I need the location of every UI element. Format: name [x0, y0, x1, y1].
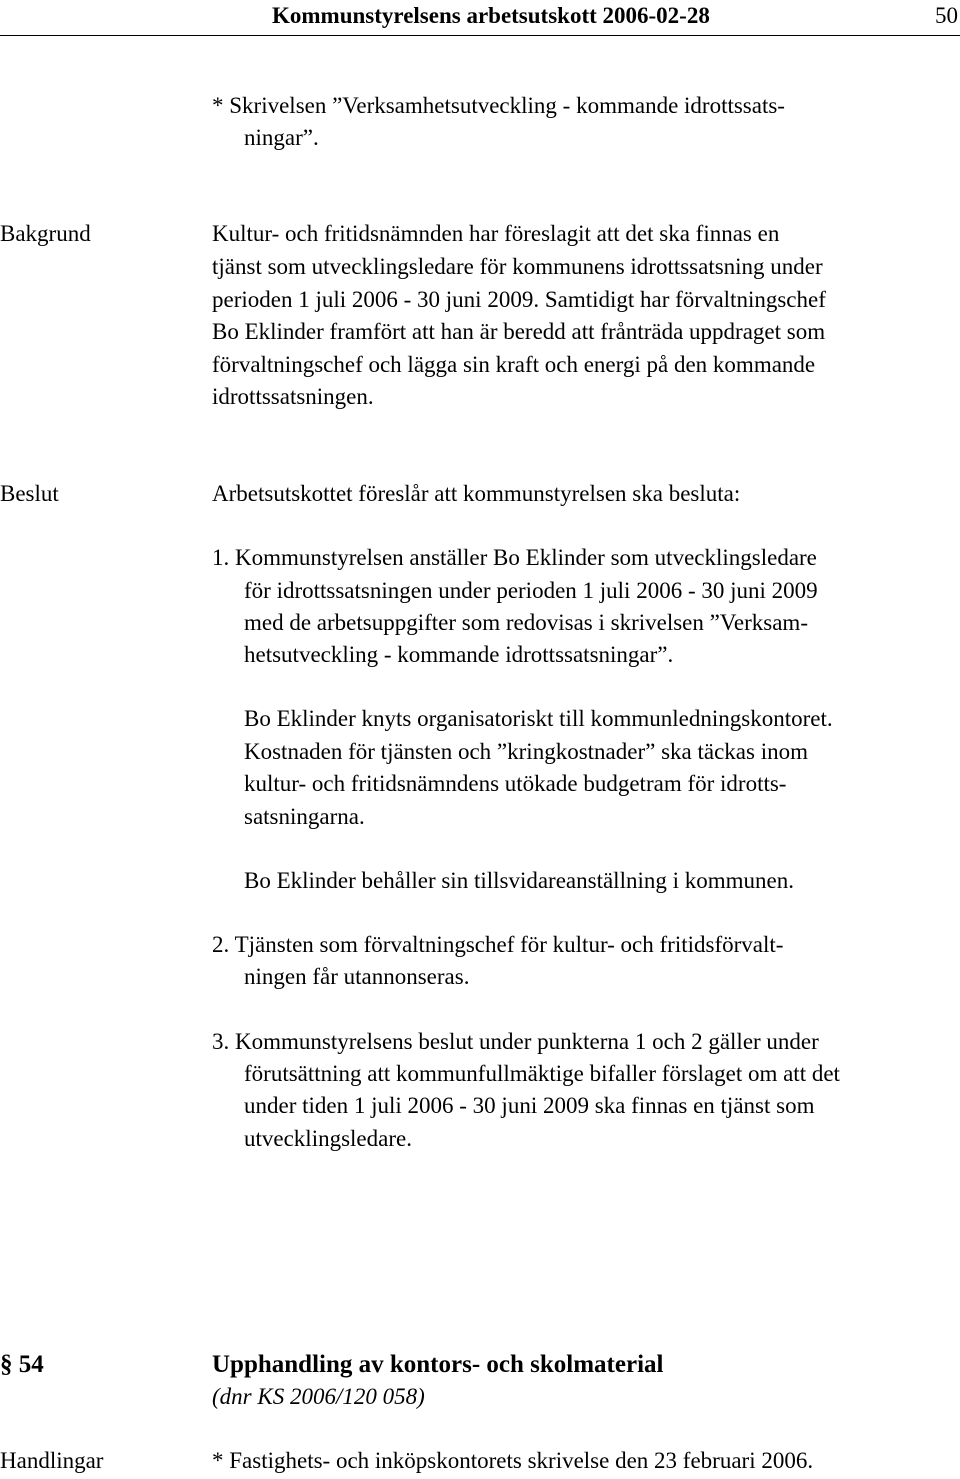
beslut-para2-line: satsningarna.: [244, 804, 365, 829]
bakgrund-label: Bakgrund: [0, 221, 91, 246]
beslut-item1-line: 1. Kommunstyrelsen anställer Bo Eklinder som utvecklingsledare: [212, 545, 817, 570]
beslut-item3-line: under tiden 1 juli 2006 - 30 juni 2009 ska finnas en tjänst som: [244, 1093, 815, 1118]
handlingar-label: Handlingar: [0, 1448, 104, 1473]
bakgrund-line: Bo Eklinder framfört att han är beredd att frånträda uppdraget som: [212, 319, 826, 344]
header-rule: [0, 35, 960, 36]
bakgrund-line: perioden 1 juli 2006 - 30 juni 2009. Samtidigt har förvaltningschef: [212, 287, 826, 312]
beslut-para3: Bo Eklinder behåller sin tillsvidareanställning i kommunen.: [244, 868, 794, 893]
beslut-intro: Arbetsutskottet föreslår att kommunstyrelsen ska besluta:: [212, 481, 741, 506]
bakgrund-line: förvaltningschef och lägga sin kraft och energi på den kommande: [212, 352, 816, 377]
beslut-label: Beslut: [0, 481, 59, 506]
beslut-para2-line: Kostnaden för tjänsten och ”kringkostnader” ska täckas inom: [244, 739, 808, 764]
page-number: 50: [935, 3, 958, 28]
top-item-line: * Skrivelsen ”Verksamhetsutveckling - kommande idrottssats-: [212, 93, 785, 118]
beslut-item1-line: med de arbetsuppgifter som redovisas i skrivelsen ”Verksam-: [244, 610, 808, 635]
section-title: Upphandling av kontors- och skolmaterial: [212, 1351, 664, 1378]
section-dnr: (dnr KS 2006/120 058): [212, 1384, 425, 1409]
beslut-para2-line: kultur- och fritidsnämndens utökade budgetram för idrotts-: [244, 771, 787, 796]
section-mark: § 54: [0, 1351, 44, 1378]
beslut-item3-line: förutsättning att kommunfullmäktige bifaller förslaget om att det: [244, 1061, 840, 1086]
top-item-line: ningar”.: [244, 125, 319, 150]
header-title: Kommunstyrelsens arbetsutskott 2006-02-28: [272, 3, 710, 28]
bakgrund-line: Kultur- och fritidsnämnden har föreslagit att det ska finnas en: [212, 221, 780, 246]
beslut-item3-line: utvecklingsledare.: [244, 1126, 412, 1151]
bakgrund-line: idrottssatsningen.: [212, 384, 374, 409]
bakgrund-line: tjänst som utvecklingsledare för kommunens idrottssatsning under: [212, 254, 823, 279]
beslut-item3-line: 3. Kommunstyrelsens beslut under punkterna 1 och 2 gäller under: [212, 1029, 819, 1054]
beslut-item1-line: för idrottssatsningen under perioden 1 juli 2006 - 30 juni 2009: [244, 578, 818, 603]
beslut-item1-line: hetsutveckling - kommande idrottssatsningar”.: [244, 642, 674, 667]
beslut-para2-line: Bo Eklinder knyts organisatoriskt till kommunledningskontoret.: [244, 706, 833, 731]
beslut-item2-line: 2. Tjänsten som förvaltningschef för kultur- och fritidsförvalt-: [212, 932, 784, 957]
beslut-item2-line: ningen får utannonseras.: [244, 964, 470, 989]
handlingar-item: * Fastighets- och inköpskontorets skrivelse den 23 februari 2006.: [212, 1448, 814, 1473]
